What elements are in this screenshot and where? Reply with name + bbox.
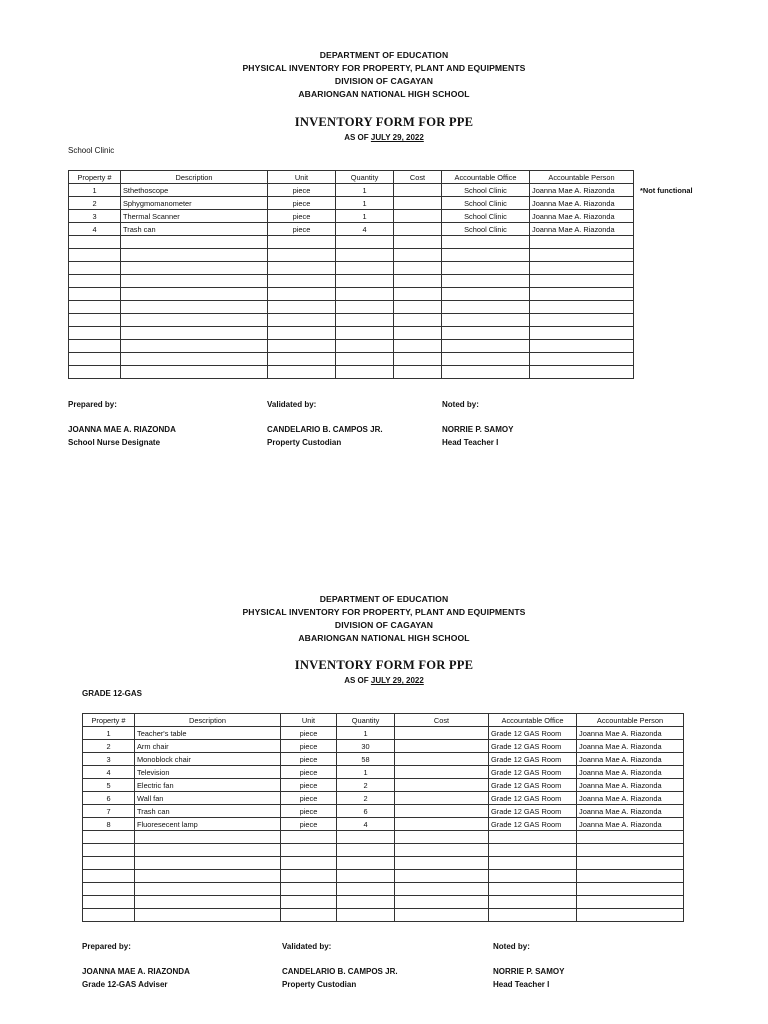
column-header-quantity: Quantity xyxy=(337,714,395,727)
table-row-empty xyxy=(69,275,634,288)
cell-accountable-office: Grade 12 GAS Room xyxy=(489,740,577,753)
cell-accountable-person: Joanna Mae A. Riazonda xyxy=(530,197,634,210)
signature-noted-by xyxy=(442,398,513,449)
cell-property-number: 1 xyxy=(83,727,135,740)
table-header-row xyxy=(69,171,634,184)
signature-name: CANDELARIO B. CAMPOS JR. xyxy=(267,425,383,434)
table-body xyxy=(83,727,684,922)
table-row-empty xyxy=(83,831,684,844)
column-header-unit: Unit xyxy=(281,714,337,727)
table-row-empty xyxy=(69,353,634,366)
table-row-empty xyxy=(83,844,684,857)
cell-accountable-office: School Clinic xyxy=(442,184,530,197)
cell-quantity: 2 xyxy=(337,792,395,805)
cell-unit: piece xyxy=(281,766,337,779)
signature-validated-by xyxy=(267,398,383,449)
cell-cost xyxy=(395,805,489,818)
signature-position: Property Custodian xyxy=(282,980,357,989)
cell-property-number: 8 xyxy=(83,818,135,831)
table-row xyxy=(69,197,634,210)
column-header-property: Property # xyxy=(83,714,135,727)
cell-accountable-person: Joanna Mae A. Riazonda xyxy=(530,210,634,223)
table-row-empty xyxy=(83,896,684,909)
table-row-empty xyxy=(69,314,634,327)
signature-label: Prepared by: xyxy=(68,400,117,409)
signature-name: JOANNA MAE A. RIAZONDA xyxy=(82,967,190,976)
column-header-unit: Unit xyxy=(268,171,336,184)
cell-accountable-office: Grade 12 GAS Room xyxy=(489,792,577,805)
cell-description: Trash can xyxy=(121,223,268,236)
table-row-empty xyxy=(83,909,684,922)
cell-cost xyxy=(395,740,489,753)
cell-unit: piece xyxy=(268,210,336,223)
signature-name: NORRIE P. SAMOY xyxy=(493,967,565,976)
cell-accountable-person: Joanna Mae A. Riazonda xyxy=(577,727,684,740)
table-row xyxy=(83,818,684,831)
cell-accountable-office: Grade 12 GAS Room xyxy=(489,818,577,831)
table-header-row xyxy=(83,714,684,727)
cell-accountable-person: Joanna Mae A. Riazonda xyxy=(530,223,634,236)
table-row xyxy=(69,184,634,197)
table-row-empty xyxy=(69,236,634,249)
table-row-empty xyxy=(69,288,634,301)
column-header-accountable-person: Accountable Person xyxy=(530,171,634,184)
table-body xyxy=(69,184,634,379)
table-row-empty xyxy=(69,327,634,340)
table-row xyxy=(69,210,634,223)
table-row xyxy=(83,766,684,779)
not-functional-note: *Not functional xyxy=(640,186,693,195)
cell-unit: piece xyxy=(281,805,337,818)
cell-unit: piece xyxy=(268,223,336,236)
cell-accountable-office: Grade 12 GAS Room xyxy=(489,805,577,818)
form-title: INVENTORY FORM FOR PPE xyxy=(294,115,474,129)
as-of-label: AS OF xyxy=(344,133,369,142)
table-row xyxy=(83,727,684,740)
signature-position: Grade 12-GAS Adviser xyxy=(82,980,168,989)
cell-property-number: 6 xyxy=(83,792,135,805)
cell-description: Sphygmomanometer xyxy=(121,197,268,210)
cell-property-number: 7 xyxy=(83,805,135,818)
table-row-empty xyxy=(83,870,684,883)
cell-accountable-person: Joanna Mae A. Riazonda xyxy=(577,818,684,831)
table-row xyxy=(83,792,684,805)
cell-description: Electric fan xyxy=(135,779,281,792)
cell-unit: piece xyxy=(268,184,336,197)
cell-quantity: 6 xyxy=(337,805,395,818)
cell-unit: piece xyxy=(281,753,337,766)
cell-accountable-office: School Clinic xyxy=(442,197,530,210)
as-of-label: AS OF xyxy=(344,676,369,685)
cell-description: Sthethoscope xyxy=(121,184,268,197)
cell-property-number: 3 xyxy=(83,753,135,766)
section-label: GRADE 12-GAS xyxy=(82,689,143,698)
as-of-date: JULY 29, 2022 xyxy=(370,133,424,142)
cell-accountable-office: Grade 12 GAS Room xyxy=(489,779,577,792)
cell-accountable-office: Grade 12 GAS Room xyxy=(489,766,577,779)
cell-quantity: 30 xyxy=(337,740,395,753)
signature-noted-by xyxy=(493,940,564,991)
cell-accountable-person: Joanna Mae A. Riazonda xyxy=(577,753,684,766)
header-department: DEPARTMENT OF EDUCATION xyxy=(319,50,449,60)
cell-accountable-person: Joanna Mae A. Riazonda xyxy=(577,766,684,779)
table-row-empty xyxy=(83,857,684,870)
column-header-cost: Cost xyxy=(394,171,442,184)
cell-cost xyxy=(395,727,489,740)
cell-description: Fluoresecent lamp xyxy=(135,818,281,831)
cell-quantity: 1 xyxy=(336,210,394,223)
column-header-accountable-person: Accountable Person xyxy=(577,714,684,727)
column-header-property: Property # xyxy=(69,171,121,184)
header-school: ABARIONGAN NATIONAL HIGH SCHOOL xyxy=(298,89,470,99)
header-school: ABARIONGAN NATIONAL HIGH SCHOOL xyxy=(298,633,470,643)
table-row-empty xyxy=(69,249,634,262)
cell-quantity: 4 xyxy=(337,818,395,831)
form-title: INVENTORY FORM FOR PPE xyxy=(294,658,474,672)
cell-accountable-person: Joanna Mae A. Riazonda xyxy=(577,740,684,753)
header-division: DIVISION OF CAGAYAN xyxy=(334,76,434,86)
signature-position: Head Teacher I xyxy=(493,980,550,989)
cell-unit: piece xyxy=(281,818,337,831)
column-header-description: Description xyxy=(135,714,281,727)
cell-unit: piece xyxy=(281,727,337,740)
signature-name: CANDELARIO B. CAMPOS JR. xyxy=(282,967,398,976)
column-header-accountable-office: Accountable Office xyxy=(489,714,577,727)
inventory-table xyxy=(68,170,634,379)
signature-label: Validated by: xyxy=(282,942,332,951)
cell-description: Trash can xyxy=(135,805,281,818)
cell-accountable-person: Joanna Mae A. Riazonda xyxy=(530,184,634,197)
cell-accountable-office: School Clinic xyxy=(442,223,530,236)
cell-accountable-office: Grade 12 GAS Room xyxy=(489,727,577,740)
cell-quantity: 1 xyxy=(336,184,394,197)
cell-property-number: 4 xyxy=(83,766,135,779)
cell-cost xyxy=(395,779,489,792)
table-row xyxy=(83,740,684,753)
table-row xyxy=(83,805,684,818)
table-row-empty xyxy=(69,340,634,353)
signature-validated-by xyxy=(282,940,398,991)
table-row xyxy=(83,779,684,792)
header-physical-inventory: PHYSICAL INVENTORY FOR PROPERTY, PLANT AND EQUIPMENTS xyxy=(242,63,526,73)
header-physical-inventory: PHYSICAL INVENTORY FOR PROPERTY, PLANT AND EQUIPMENTS xyxy=(242,607,526,617)
cell-accountable-person: Joanna Mae A. Riazonda xyxy=(577,805,684,818)
cell-property-number: 1 xyxy=(69,184,121,197)
cell-quantity: 58 xyxy=(337,753,395,766)
cell-cost xyxy=(394,210,442,223)
cell-property-number: 2 xyxy=(83,740,135,753)
header-department: DEPARTMENT OF EDUCATION xyxy=(319,594,449,604)
as-of-line xyxy=(0,133,768,142)
signature-name: NORRIE P. SAMOY xyxy=(442,425,514,434)
signature-position: Property Custodian xyxy=(267,438,342,447)
signature-label: Noted by: xyxy=(493,942,530,951)
cell-cost xyxy=(394,223,442,236)
as-of-date: JULY 29, 2022 xyxy=(370,676,424,685)
cell-property-number: 2 xyxy=(69,197,121,210)
header-division: DIVISION OF CAGAYAN xyxy=(334,620,434,630)
signature-position: School Nurse Designate xyxy=(68,438,161,447)
signature-label: Prepared by: xyxy=(82,942,131,951)
column-header-description: Description xyxy=(121,171,268,184)
signature-label: Noted by: xyxy=(442,400,479,409)
cell-unit: piece xyxy=(281,740,337,753)
section-label: School Clinic xyxy=(68,146,115,155)
table-row-empty xyxy=(69,262,634,275)
cell-quantity: 1 xyxy=(337,766,395,779)
cell-unit: piece xyxy=(281,792,337,805)
cell-quantity: 4 xyxy=(336,223,394,236)
cell-unit: piece xyxy=(268,197,336,210)
cell-quantity: 2 xyxy=(337,779,395,792)
cell-cost xyxy=(395,792,489,805)
table-row-empty xyxy=(69,301,634,314)
cell-quantity: 1 xyxy=(336,197,394,210)
cell-description: Thermal Scanner xyxy=(121,210,268,223)
table-row-empty xyxy=(83,883,684,896)
cell-accountable-office: School Clinic xyxy=(442,210,530,223)
signature-position: Head Teacher I xyxy=(442,438,499,447)
table-row xyxy=(69,223,634,236)
signature-name: JOANNA MAE A. RIAZONDA xyxy=(68,425,176,434)
column-header-quantity: Quantity xyxy=(336,171,394,184)
cell-property-number: 3 xyxy=(69,210,121,223)
signature-label: Validated by: xyxy=(267,400,317,409)
table-row xyxy=(83,753,684,766)
table-row-empty xyxy=(69,366,634,379)
cell-unit: piece xyxy=(281,779,337,792)
signature-prepared-by xyxy=(82,940,190,991)
cell-description: Television xyxy=(135,766,281,779)
cell-cost xyxy=(394,197,442,210)
cell-accountable-office: Grade 12 GAS Room xyxy=(489,753,577,766)
cell-accountable-person: Joanna Mae A. Riazonda xyxy=(577,792,684,805)
cell-description: Monoblock chair xyxy=(135,753,281,766)
inventory-table xyxy=(82,713,684,922)
cell-cost xyxy=(395,818,489,831)
cell-cost xyxy=(394,184,442,197)
cell-property-number: 5 xyxy=(83,779,135,792)
cell-property-number: 4 xyxy=(69,223,121,236)
cell-quantity: 1 xyxy=(337,727,395,740)
column-header-accountable-office: Accountable Office xyxy=(442,171,530,184)
signature-prepared-by xyxy=(68,398,176,449)
cell-cost xyxy=(395,753,489,766)
cell-accountable-person: Joanna Mae A. Riazonda xyxy=(577,779,684,792)
column-header-cost: Cost xyxy=(395,714,489,727)
as-of-line xyxy=(0,676,768,685)
cell-cost xyxy=(395,766,489,779)
cell-description: Arm chair xyxy=(135,740,281,753)
cell-description: Teacher's table xyxy=(135,727,281,740)
cell-description: Wall fan xyxy=(135,792,281,805)
